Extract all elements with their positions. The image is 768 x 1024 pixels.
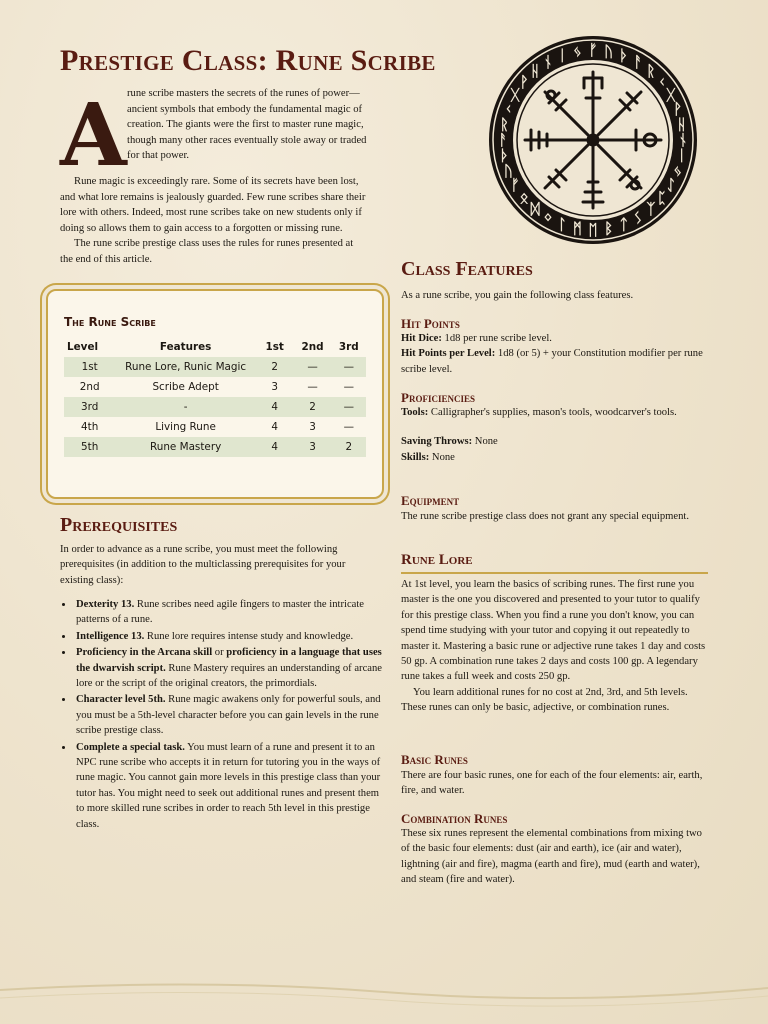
item-bold: Complete a special task.: [76, 741, 185, 753]
rune-glyph: ᛃ: [572, 42, 582, 61]
table-cell: 4: [256, 437, 294, 457]
table-header-row: [64, 337, 366, 357]
intro-p1: rune scribe masters the secrets of the runes of power—ancient symbols that embody the fundamental magic of creation. The giants were the first to master rune magic, though many other races eventually stole away or traded for that power.: [127, 88, 367, 162]
rune-scribe-table-frame: [46, 289, 384, 499]
rune-glyph: ᛗ: [572, 219, 582, 238]
basic-runes-body: There are four basic runes, one for each of the four elements: air, earth, fire, and water.: [401, 770, 703, 797]
rune-glyph: ᚲ: [503, 100, 513, 119]
rune-lore-p1: At 1st level, you learn the basics of scribing runes. The first rune you master is the one you discovered and presented to your tutor to qualify for this prestige class. When you find a rune you don't know, you can spend time studying with your tutor and copying it out repeatedly to master it. Mastering a basic rune or adjective rune takes 1 day and costs 50 gp. A combination rune takes 2 days and costs 100 gp. A legendary rune takes a full week and costs 250 gp.: [401, 579, 706, 683]
table-cell: 3: [271, 381, 278, 393]
table-cell: —: [293, 357, 331, 377]
table-cell: 4: [271, 421, 278, 433]
rune-glyph: ᚹ: [519, 73, 529, 92]
rune-glyph: ᚢ: [503, 161, 513, 180]
table-cell: 2: [332, 437, 366, 457]
rune-glyph: ᛉ: [646, 199, 656, 218]
saves-line: [401, 434, 709, 449]
combination-runes-body: These six runes represent the elemental combinations from mixing two of the basic four elements: dust (air and earth), ice (air and water), lightning (air and fire), magma (earth and fire), mud (earth and water), and steam (fire and water).: [401, 828, 702, 886]
proficiencies-heading: Proficiencies: [401, 390, 475, 405]
intro-first-paragraph: [127, 86, 367, 164]
hp-per-level-value: 1d8 (or 5) + your Constitution modifier per rune scribe level.: [401, 348, 703, 375]
saves-label: Saving Throws:: [401, 436, 473, 448]
hit-dice-label: Hit Dice:: [401, 333, 442, 344]
rune-glyph: ᛟ: [519, 188, 529, 207]
table-title: The Rune Scribe: [64, 315, 156, 329]
rune-glyph: ᚷ: [666, 86, 676, 104]
list-item: [74, 692, 382, 738]
intro-continued: [60, 174, 368, 268]
table-row: [64, 377, 366, 397]
rune-glyph: ᛖ: [588, 221, 598, 239]
item-bold: Dexterity 13.: [76, 599, 135, 610]
prerequisites-heading: Prerequisites: [60, 514, 178, 536]
rune-glyph: ᚦ: [499, 146, 509, 165]
rune-glyph: ᛊ: [633, 208, 643, 227]
bottom-decorative-border: [0, 970, 768, 1024]
intro-p3: The rune scribe prestige class uses the rules for runes presented at the end of this article.: [60, 238, 354, 265]
intro-p2: Rune magic is exceedingly rare. Some of its secrets have been lost, and what lore remains is jealously guarded. Few rune scribes share their lore with others. Indeed, most rune scribes take on new students only if doing so allows them to gain access to a forgotten or missing rune.: [60, 176, 366, 234]
skills-line: [401, 450, 709, 465]
table-cell: 3: [293, 437, 331, 457]
rune-glyph: ᚺ: [677, 115, 687, 134]
tools-label: Tools:: [401, 407, 429, 418]
table-cell: 3: [309, 421, 316, 433]
hp-per-level-line: [401, 346, 709, 377]
rune-glyph: ᚦ: [619, 46, 629, 65]
prerequisites-list: [60, 597, 382, 833]
rune-glyph: ᚹ: [673, 100, 683, 119]
class-features-intro: [401, 288, 709, 303]
rune-glyph: ᚱ: [499, 115, 509, 134]
table-cell: 2: [293, 397, 331, 417]
rune-glyph: ᛒ: [604, 219, 614, 238]
item-text: Rune lore requires intense study and knowledge.: [144, 630, 354, 642]
rune-glyph: ᚠ: [510, 176, 520, 194]
table-cell: —: [332, 357, 366, 377]
item-bold: Proficiency in the Arcana skill: [76, 647, 213, 659]
prerequisites-intro-text: In order to advance as a rune scribe, you must meet the following prerequisites (in addition to the multiclassing prerequisites for your existing class):: [60, 544, 346, 586]
vegvisir-rune-emblem: [486, 30, 700, 250]
item-bold: Intelligence 13.: [76, 630, 145, 642]
item-text: Rune scribes need agile fingers to master the intricate patterns of a rune.: [76, 599, 364, 626]
list-item: [74, 645, 382, 691]
col-header: 1st: [265, 341, 284, 353]
table-cell: —: [343, 421, 354, 433]
class-features-intro-text: As a rune scribe, you gain the following class features.: [401, 290, 634, 301]
rune-glyph: ᚨ: [498, 131, 508, 149]
table-cell: —: [343, 381, 354, 393]
item-bold: proficiency in a language that uses the dwarvish script.: [76, 647, 382, 674]
table-cell: Rune Mastery: [115, 437, 256, 457]
rune-glyph: ᚨ: [633, 53, 643, 72]
class-features-heading: Class Features: [401, 258, 533, 280]
table-cell: 1st: [64, 357, 115, 377]
rune-glyph: ᛈ: [657, 188, 667, 207]
table-row: [64, 357, 366, 377]
col-header: 3rd: [338, 341, 359, 353]
prerequisites-intro: [60, 542, 366, 588]
combination-runes-text: [401, 826, 709, 888]
rune-glyph: ᚷ: [510, 86, 520, 104]
table-row: [64, 417, 366, 437]
rune-glyph: ᛚ: [557, 215, 567, 234]
table-cell: —: [332, 397, 366, 417]
rune-glyph: ᚢ: [604, 42, 614, 61]
list-item: [74, 629, 382, 644]
equipment-text-body: The rune scribe prestige class does not grant any special equipment.: [401, 511, 689, 522]
drop-cap-letter: A: [60, 85, 127, 186]
compass-staves: [525, 72, 661, 208]
table-cell: 5th: [64, 437, 115, 457]
skills-value: None: [429, 451, 455, 463]
rune-glyph: ᛏ: [619, 215, 629, 234]
col-header: Features: [159, 341, 212, 353]
table-cell: Rune Lore, Runic Magic: [115, 357, 256, 377]
rune-glyph: ᚠ: [588, 41, 598, 59]
rune-lore-heading: Rune Lore: [401, 552, 473, 568]
equipment-text: [401, 509, 709, 524]
rune-glyph: ᛞ: [530, 199, 540, 218]
table-cell: Scribe Adept: [152, 381, 219, 393]
item-text: You must learn of a rune and present it to an NPC rune scribe who accepts it in return for tutoring you in the ways of rune magic. You cannot gain more levels in this prestige class than your tutor has. You might need to seek out additional runes and present them to more skilled rune scribes in order to reach 5th level in this prestige class.: [76, 741, 381, 830]
table-cell: 3rd: [64, 397, 115, 417]
table-cell: Living Rune: [155, 421, 216, 433]
list-item: [74, 740, 382, 832]
page-title: Prestige Class: Rune Scribe: [60, 44, 436, 77]
col-header: Level: [67, 341, 99, 353]
table-row: [64, 437, 366, 457]
table-cell: 4th: [81, 421, 99, 433]
rune-glyph: ᛁ: [677, 146, 687, 165]
rune-glyph: ᚺ: [530, 62, 540, 81]
rune-glyph: ᛁ: [557, 46, 567, 65]
table-cell: 2: [256, 357, 294, 377]
rune-lore-text: [401, 577, 709, 716]
saves-value: None: [472, 436, 498, 448]
item-text: Rune Mastery requires an understanding of arcane lore or the script of the original creators, the primordials.: [76, 662, 382, 690]
proficiencies-text: [401, 405, 709, 465]
skills-label: Skills:: [401, 451, 430, 463]
table-row: [64, 397, 366, 417]
tools-line: [401, 405, 709, 420]
rune-glyph: ᛇ: [666, 176, 676, 194]
item-bold: Character level 5th.: [76, 694, 166, 706]
rune-glyph: ᚱ: [646, 62, 656, 81]
basic-runes-text: [401, 768, 709, 799]
rune-glyph: ᚲ: [657, 73, 667, 92]
item-text: or: [212, 647, 227, 659]
table-cell: 4: [256, 397, 294, 417]
hit-points-heading: Hit Points: [401, 316, 460, 331]
hit-dice-line: [401, 331, 709, 346]
rune-lore-p2: You learn additional runes for no cost at 2nd, 3rd, and 5th levels. These runes can only be basic, adjective, or combination runes.: [401, 686, 688, 714]
rune-glyph: ᚾ: [543, 53, 553, 72]
hp-per-level-label: Hit Points per Level:: [401, 348, 496, 360]
item-text: Rune magic awakens only for powerful souls, and you must be a 5th-level character before you can gain levels in the rune scribe prestige class.: [76, 694, 381, 737]
rune-glyph: ᚾ: [678, 131, 688, 149]
table-cell: —: [307, 381, 318, 393]
rune-glyph: ᛃ: [673, 161, 683, 180]
hit-dice-value: 1d8 per rune scribe level.: [441, 333, 552, 344]
rune-scribe-table: [64, 337, 366, 457]
hit-points-text: [401, 331, 709, 377]
tools-value: Calligrapher's supplies, mason's tools, woodcarver's tools.: [428, 407, 677, 418]
basic-runes-heading: Basic Runes: [401, 752, 468, 767]
list-item: [74, 597, 382, 628]
table-cell: 2nd: [79, 381, 100, 393]
table-cell: -: [115, 397, 256, 417]
col-header: 2nd: [301, 341, 324, 353]
rune-glyph: ᛜ: [543, 208, 553, 227]
combination-runes-heading: Combination Runes: [401, 811, 508, 826]
heading-underline: [401, 572, 708, 574]
equipment-heading: Equipment: [401, 493, 460, 508]
